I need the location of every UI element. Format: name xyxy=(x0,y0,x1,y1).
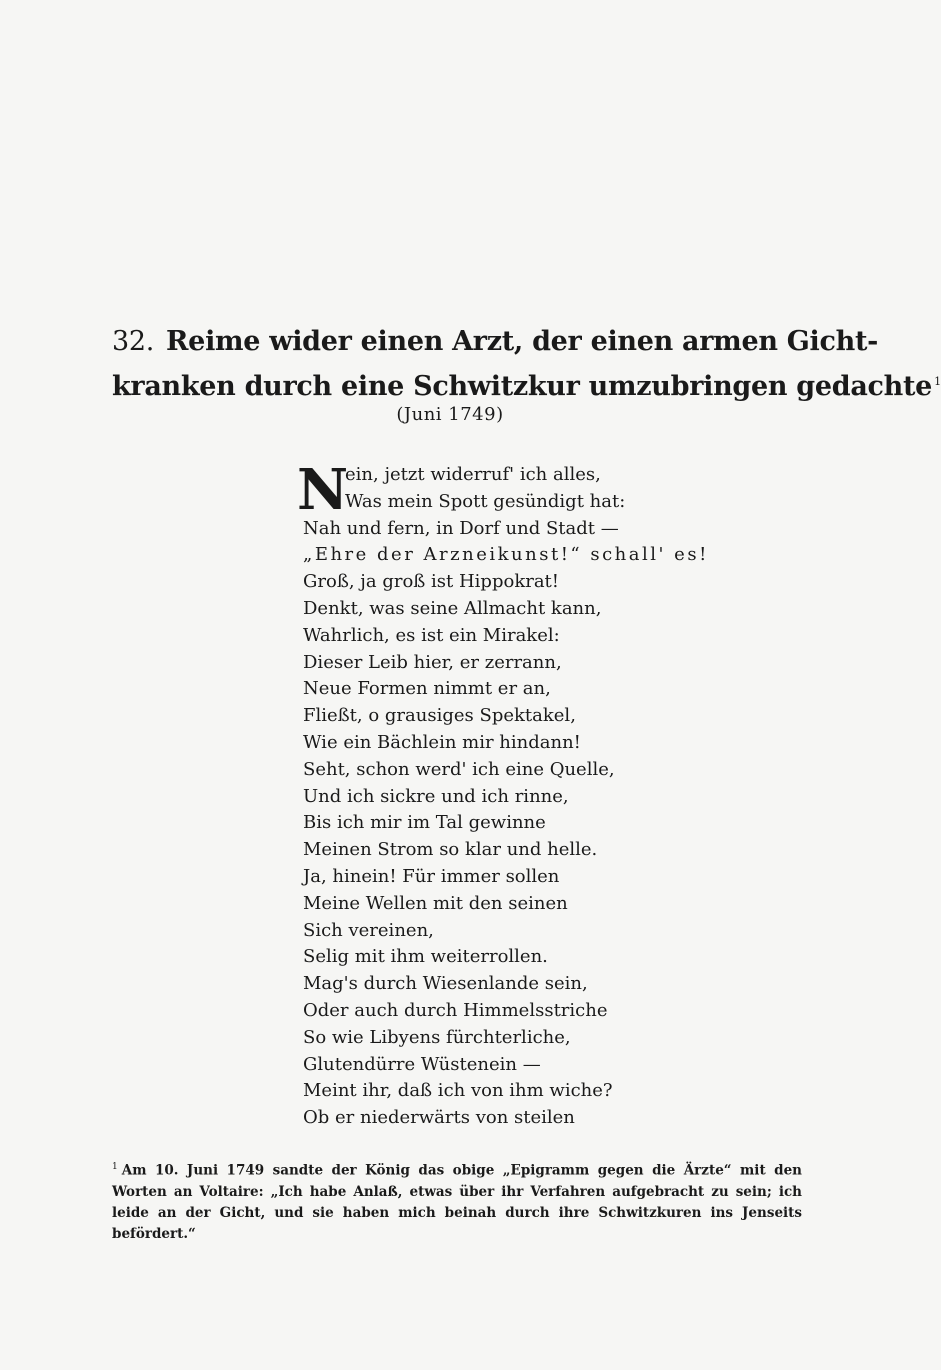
poem-lines xyxy=(303,516,709,1132)
poem-line: ein, jetzt widerruf' ich alles, xyxy=(345,464,601,485)
poem-line: Neue Formen nimmt er an, xyxy=(303,678,551,700)
poem-line: Denkt, was seine Allmacht kann, xyxy=(303,597,602,619)
footnote xyxy=(112,1157,802,1245)
drop-cap: N xyxy=(297,457,349,523)
poem-line: Oder auch durch Himmelsstriche xyxy=(303,999,608,1021)
poem-line: Ob er niederwärts von steilen xyxy=(303,1107,575,1129)
poem-line: Meinen Strom so klar und helle. xyxy=(303,839,598,861)
title-text-2: kranken durch eine Schwitzkur umzubringen gedachte xyxy=(112,371,933,402)
poem-number: 32. xyxy=(112,326,155,357)
poem-title xyxy=(112,322,941,407)
poem-line: Bis ich mir im Tal gewinne xyxy=(303,812,546,834)
poem-line: Fließt, o grausiges Spektakel, xyxy=(303,705,576,727)
title-footnote-ref: 1 xyxy=(934,375,941,388)
poem-line: „Ehre der Arzneikunst!“ schall' es! xyxy=(303,544,709,566)
poem-line: Dieser Leib hier, er zerrann, xyxy=(303,651,562,673)
footnote-text: Am 10. Juni 1749 sandte der König das obige „Epigramm gegen die Ärzte“ mit den Worten an Voltaire: „Ich habe Anlaß, etwas über ihr Verfahren aufgebracht zu sein; ich leide an der Gicht, und sie haben mich beinah durch ihre Schwitzkuren ins Jenseits befördert.“ xyxy=(112,1162,802,1242)
footnotes xyxy=(112,1157,802,1245)
poem-line: Glutendürre Wüstenein — xyxy=(303,1053,541,1075)
poem-line: Was mein Spott gesündigt hat: xyxy=(345,490,626,512)
poem-line: Sich vereinen, xyxy=(303,919,434,941)
poem-line: Nah und fern, in Dorf und Stadt — xyxy=(303,517,619,539)
poem-line: Seht, schon werd' ich eine Quelle, xyxy=(303,758,615,780)
poem-line: Wahrlich, es ist ein Mirakel: xyxy=(303,624,560,646)
poem-line: Meint ihr, daß ich von ihm wiche? xyxy=(303,1080,613,1102)
poem-body xyxy=(297,457,709,1132)
poem-line: So wie Libyens fürchterliche, xyxy=(303,1026,571,1048)
poem-line: Wie ein Bächlein mir hindann! xyxy=(303,731,581,753)
poem-date: (Juni 1749) xyxy=(396,404,504,425)
poem-line: Mag's durch Wiesenlande sein, xyxy=(303,973,588,995)
poem-line: Groß, ja groß ist Hippokrat! xyxy=(303,571,560,593)
poem-line: Selig mit ihm weiterrollen. xyxy=(303,946,548,968)
footnote-mark: 1 xyxy=(112,1162,118,1172)
poem-line: Ja, hinein! Für immer sollen xyxy=(303,865,560,887)
title-line-1 xyxy=(112,322,879,362)
title-text-1: Reime wider einen Arzt, der einen armen Gicht- xyxy=(166,326,879,357)
poem-line: Und ich sickre und ich rinne, xyxy=(303,785,569,807)
poem-line: Meine Wellen mit den seinen xyxy=(303,892,568,914)
title-line-2 xyxy=(112,362,941,407)
